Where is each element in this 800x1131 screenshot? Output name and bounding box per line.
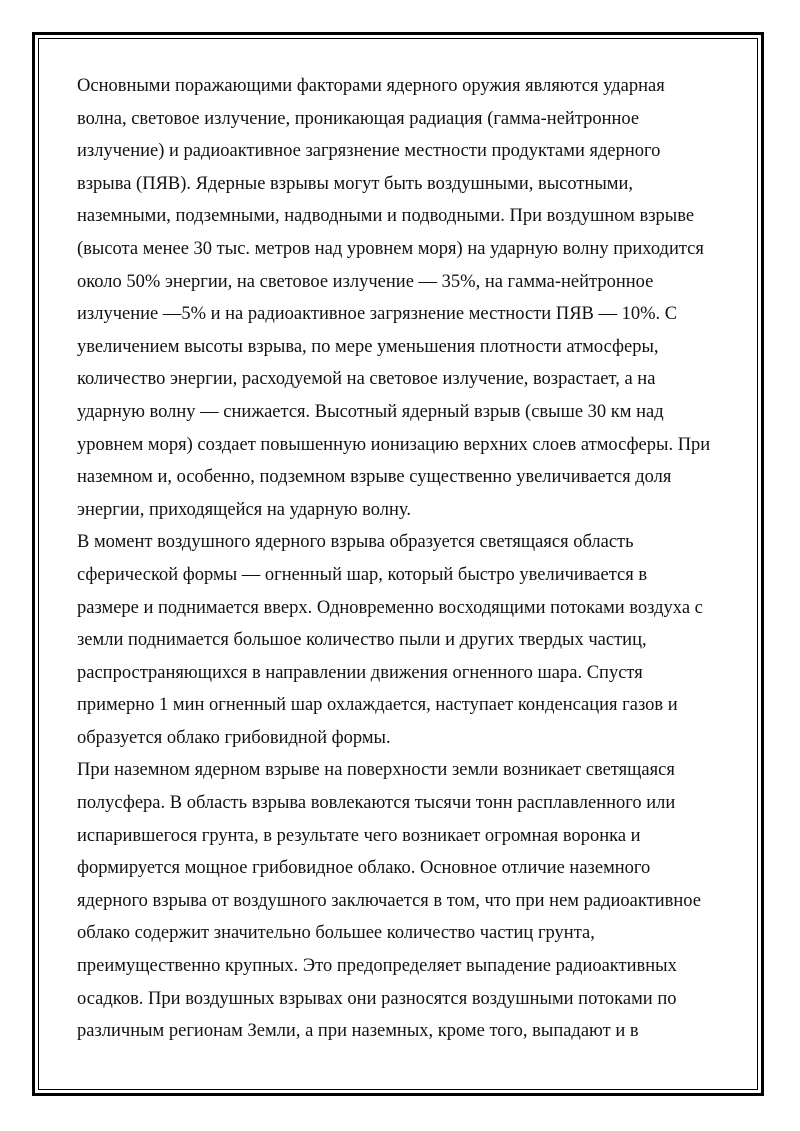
text-line: различным регионам Земли, а при наземных, кроме того, выпадают и в [77,1021,639,1042]
text-line: ядерного взрыва от воздушного заключается в том, что при нем радиоактивное [77,890,701,911]
text-line: уровнем моря) создает повышенную ионизацию верхних слоев атмосферы. При [77,434,711,455]
text-line: (высота менее 30 тыс. метров над уровнем моря) на ударную волну приходится [77,238,704,259]
text-line: около 50% энергии, на световое излучение — 35%, на гамма-нейтронное [77,271,654,292]
document-body [77,70,729,1048]
text-line: взрыва (ПЯВ). Ядерные взрывы могут быть воздушными, высотными, [77,173,634,194]
text-line: При наземном ядерном взрыве на поверхности земли возникает светящаяся [77,760,675,781]
text-line: ударную волну — снижается. Высотный ядерный взрыв (свыше 30 км над [77,401,664,422]
text-line: размере и поднимается вверх. Одновременно восходящими потоками воздуха с [77,597,703,618]
text-line: волна, световое излучение, проникающая радиация (гамма-нейтронное [77,108,640,129]
text-line: увеличением высоты взрыва, по мере уменьшения плотности атмосферы, [77,336,659,357]
text-line: испарившегося грунта, в результате чего возникает огромная воронка и [77,825,641,846]
text-line: В момент воздушного ядерного взрыва образуется светящаяся область [77,532,634,553]
text-line: распространяющихся в направлении движения огненного шара. Спустя [77,662,643,683]
text-line: количество энергии, расходуемой на световое излучение, возрастает, а на [77,369,656,390]
text-line: наземными, подземными, надводными и подводными. При воздушном взрыве [77,206,695,227]
text-line: энергии, приходящейся на ударную волну. [77,499,411,520]
text-line: Основными поражающими факторами ядерного оружия являются ударная [77,76,665,96]
text-line: земли поднимается большое количество пыли и других твердых частиц, [77,630,647,651]
text-line: осадков. При воздушных взрывах они разносятся воздушными потоками по [77,988,677,1009]
text-line: полусфера. В область взрыва вовлекаются тысячи тонн расплавленного или [77,793,676,814]
text-line: излучение) и радиоактивное загрязнение местности продуктами ядерного [77,141,661,162]
text-line: облако содержит значительно большее количество частиц грунта, [77,923,595,944]
text-line: наземном и, особенно, подземном взрыве существенно увеличивается доля [77,467,672,488]
text-line: формируется мощное грибовидное облако. Основное отличие наземного [77,858,651,879]
text-line: образуется облако грибовидной формы. [77,727,391,748]
text-line: сферической формы — огненный шар, который быстро увеличивается в [77,564,648,585]
text-line: примерно 1 мин огненный шар охлаждается, наступает конденсация газов и [77,695,678,716]
text-line: преимущественно крупных. Это предопределяет выпадение радиоактивных [77,956,677,977]
text-line: излучение —5% и на радиоактивное загрязнение местности ПЯВ — 10%. С [77,304,678,325]
